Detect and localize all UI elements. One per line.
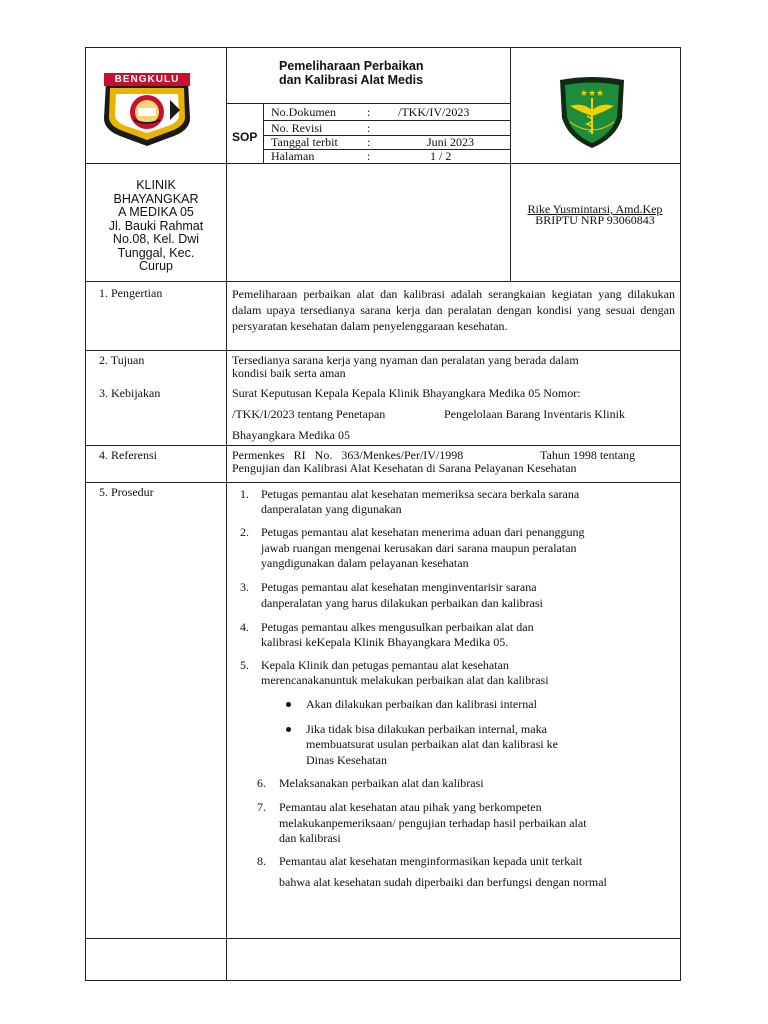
section-text-kebijakan-line3: Bhayangkara Medika 05 bbox=[232, 428, 350, 442]
section-label-pengertian: 1. Pengertian bbox=[99, 286, 163, 300]
step-text: Pemantau alat kesehatan menginformasikan kepada unit terkait bbox=[279, 854, 583, 868]
step-number: 3. bbox=[240, 580, 249, 594]
section-text-tujuan-line1: Tersedianya sarana kerja yang nyaman dan peralatan yang berada dalam bbox=[232, 353, 579, 367]
step-text: Pemantau alat kesehatan atau pihak yang berkompeten bbox=[279, 800, 542, 814]
meta-value-tanggal-terbit: Juni 2023 bbox=[427, 135, 475, 149]
clinic-line: A MEDIKA 05 bbox=[118, 205, 194, 219]
document-title-line1: Pemeliharaan Perbaikan bbox=[279, 59, 424, 73]
section-text-kebijakan-line1: Surat Keputusan Kepala Kepala Klinik Bhayangkara Medika 05 Nomor: bbox=[232, 386, 581, 400]
step-text: bahwa alat kesehatan sudah diperbaiki dan berfungsi dengan normal bbox=[279, 875, 607, 889]
bullet-text: Akan dilakukan perbaikan dan kalibrasi internal bbox=[306, 697, 537, 711]
step-number: 1. bbox=[240, 487, 249, 501]
step-text: jawab ruangan mengenai kerusakan dari sarana maupun peralatan bbox=[261, 541, 577, 555]
sop-label: SOP bbox=[232, 130, 258, 144]
logo-text-bengkulu: BENGKULU bbox=[104, 73, 190, 86]
meta-colon: : bbox=[367, 105, 371, 119]
step-number: 5. bbox=[240, 658, 249, 672]
signer-name: Rike Yusmintarsi, Amd.Kep bbox=[527, 202, 663, 216]
clinic-line: Jl. Bauki Rahmat bbox=[108, 218, 204, 233]
step-text: danperalatan yang digunakan bbox=[261, 502, 402, 516]
step-number: 4. bbox=[240, 620, 249, 634]
section-label-kebijakan: 3. Kebijakan bbox=[99, 386, 161, 400]
meta-label-halaman: Halaman bbox=[271, 149, 315, 163]
meta-value-halaman: 1 / 2 bbox=[430, 149, 452, 163]
step-text: melakukanpemeriksaan/ pengujian terhadap hasil perbaikan alat bbox=[279, 816, 587, 830]
section-text-pengertian: Pemeliharaan perbaikan alat dan kalibrasi adalah serangkaian kegiatan yang dilakukan dalam upaya tersedianya sarana kerja dan peralatan dengan kondisi yang sesuai dengan persyaratan kesehatan dalam penyelenggaraan kesehatan. bbox=[232, 287, 675, 333]
section-label-tujuan: 2. Tujuan bbox=[99, 353, 145, 367]
bullet-text: Jika tidak bisa dilakukan perbaikan internal, maka bbox=[306, 722, 547, 736]
step-text: Melaksanakan perbaikan alat dan kalibrasi bbox=[279, 776, 484, 790]
section-text-referensi-line1b: Tahun 1998 tentang bbox=[540, 448, 636, 462]
meta-label-tanggal-terbit: Tanggal terbit bbox=[271, 135, 338, 149]
police-bengkulu-logo bbox=[98, 70, 196, 148]
clinic-line: KLINIK bbox=[136, 178, 176, 192]
bullet-dot bbox=[286, 727, 291, 732]
meta-label-no-revisi: No. Revisi bbox=[271, 121, 323, 135]
signer-id: BRIPTU NRP 93060843 bbox=[535, 213, 655, 227]
clinic-line: No.08, Kel. Dwi bbox=[112, 232, 200, 246]
step-number: 2. bbox=[240, 525, 249, 539]
step-text: Kepala Klinik dan petugas pemantau alat kesehatan bbox=[261, 658, 509, 672]
clinic-line: BHAYANGKAR bbox=[113, 191, 199, 206]
section-text-referensi-line1a: Permenkes RI No. 363/Menkes/Per/IV/1998 bbox=[232, 448, 464, 462]
step-number: 8. bbox=[257, 854, 266, 868]
bullet-text: membuatsurat usulan perbaikan alat dan kalibrasi ke bbox=[306, 737, 558, 751]
step-text: dan kalibrasi bbox=[279, 831, 341, 845]
section-text-kebijakan-line2b: Pengelolaan Barang Inventaris Klinik bbox=[444, 407, 625, 421]
step-text: kalibrasi keKepala Klinik Bhayangkara Medika 05. bbox=[261, 635, 509, 649]
meta-label-no-dokumen: No.Dokumen bbox=[271, 105, 336, 119]
step-text: Petugas pemantau alat kesehatan menginventarisir sarana bbox=[261, 580, 537, 594]
step-text: danperalatan yang harus dilakukan perbaikan dan kalibrasi bbox=[261, 596, 543, 610]
step-number: 6. bbox=[257, 776, 266, 790]
section-text-kebijakan-line2a: /TKK/I/2023 tentang Penetapan bbox=[232, 407, 386, 421]
clinic-line: Tunggal, Kec. bbox=[117, 245, 195, 260]
clinic-line: Curup bbox=[138, 259, 174, 273]
meta-colon: : bbox=[367, 121, 371, 135]
section-label-referensi: 4. Referensi bbox=[99, 448, 157, 462]
section-text-referensi-line2: Pengujian dan Kalibrasi Alat Kesehatan di Sarana Pelayanan Kesehatan bbox=[232, 461, 577, 475]
meta-colon: : bbox=[367, 135, 371, 149]
meta-colon: : bbox=[367, 149, 371, 163]
bullet-text: Dinas Kesehatan bbox=[306, 753, 387, 767]
step-text: Petugas pemantau alat kesehatan menerima aduan dari penanggung bbox=[261, 525, 585, 539]
signer-block bbox=[511, 204, 679, 226]
svg-text:★★★: ★★★ bbox=[579, 89, 605, 99]
section-label-prosedur: 5. Prosedur bbox=[99, 485, 154, 499]
step-text: Petugas pemantau alat kesehatan memeriksa secara berkala sarana bbox=[261, 487, 580, 501]
section-text-tujuan-line2: kondisi baik serta aman bbox=[232, 366, 346, 380]
step-text: yangdigunakan dalam pelayanan kesehatan bbox=[261, 556, 469, 570]
medical-emblem-logo bbox=[556, 72, 628, 152]
step-text: merencanakanuntuk melakukan perbaikan alat dan kalibrasi bbox=[261, 673, 549, 687]
clinic-name-address bbox=[86, 179, 226, 274]
step-number: 7. bbox=[257, 800, 266, 814]
meta-value-no-dokumen: /TKK/IV/2023 bbox=[398, 105, 470, 119]
step-text: Petugas pemantau alkes mengusulkan perbaikan alat dan bbox=[261, 620, 534, 634]
bullet-dot bbox=[286, 702, 291, 707]
document-title-line2: dan Kalibrasi Alat Medis bbox=[279, 73, 424, 87]
